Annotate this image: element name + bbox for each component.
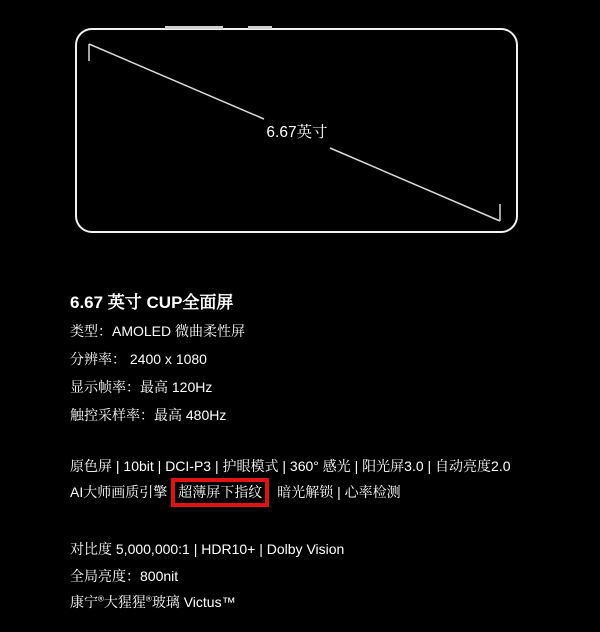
phone-screen-diagram <box>0 0 600 260</box>
feature-list-line1: 原色屏 | 10bit | DCI-P3 | 护眼模式 | 360° 感光 | 阳光屏3.0 | 自动亮度2.0 <box>70 458 511 474</box>
diagonal-line-upper <box>89 44 264 119</box>
glass-brand-part: 大猩猩 <box>103 594 146 610</box>
registered-mark: ® <box>145 594 152 604</box>
spec-contrast-hdr: 对比度 5,000,000:1 | HDR10+ | Dolby Vision <box>70 541 345 557</box>
registered-mark: ® <box>98 594 104 604</box>
fingerprint-highlight-box <box>171 478 269 507</box>
screen-size-label: 6.67英寸 <box>266 124 328 141</box>
spec-refresh-rate: 显示帧率：最高 120Hz <box>70 379 213 395</box>
spec-glass <box>70 595 236 610</box>
feature-list-line2 <box>70 477 401 508</box>
spec-resolution: 分辨率： 2400 x 1080 <box>70 351 207 367</box>
diagonal-line-lower <box>330 148 500 221</box>
spec-brightness: 全局亮度：800nit <box>70 568 179 584</box>
spec-panel-type: 类型：AMOLED 微曲柔性屏 <box>70 323 246 339</box>
glass-brand-part: 康宁 <box>70 594 98 610</box>
feature-line2-suffix: 暗光解锁 | 心率检测 <box>277 484 401 500</box>
feature-line2-prefix: AI大师画质引擎 <box>70 484 168 500</box>
glass-brand-part: 玻璃 Victus™ <box>151 594 236 610</box>
section-title: 6.67 英寸 CUP全面屏 <box>70 293 234 312</box>
fingerprint-feature-label: 超薄屏下指纹 <box>178 484 263 500</box>
spec-touch-sampling-rate: 触控采样率：最高 480Hz <box>70 407 227 423</box>
